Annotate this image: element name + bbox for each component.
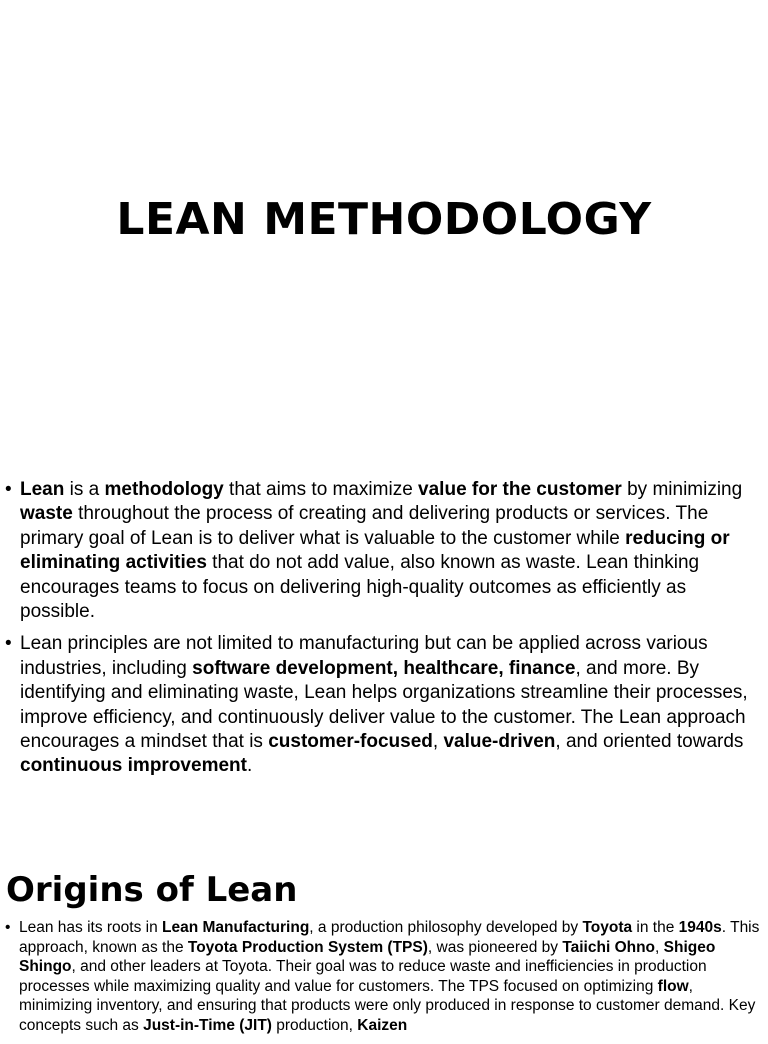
body-text: by minimizing: [621, 479, 743, 500]
bold-text: Kaizen: [357, 1016, 408, 1034]
bold-text: reducing or eliminating activities: [20, 527, 730, 574]
bold-text: customer-focused: [268, 731, 433, 753]
intro-bullet-list: [4, 478, 764, 787]
bold-text: Just-in-Time (JIT): [143, 1016, 272, 1034]
body-text: Lean principles are not limited to manufacturing but can be applied across various industries, including: [20, 633, 708, 679]
body-text: ,: [432, 731, 444, 753]
origins-heading: Origins of Lean: [6, 870, 298, 910]
bold-text: Toyota: [582, 919, 633, 936]
body-text: Lean has its roots in: [19, 919, 163, 936]
body-text: , and other leaders at Toyota. Their goal was to reduce waste and inefficiencies in production processes while maximizing quality and value for customers. The TPS focused on optimizing: [19, 958, 707, 995]
bold-text: waste: [20, 503, 73, 525]
body-text: , was pioneered by: [427, 938, 563, 956]
bold-text: value for the customer: [418, 479, 622, 500]
bold-text: Shigeo Shingo: [19, 938, 716, 976]
body-text: in the: [632, 919, 679, 936]
bold-text: Toyota Production System (TPS): [187, 938, 428, 956]
body-text: is a: [64, 479, 105, 500]
body-text: . This approach, known as the: [19, 919, 760, 956]
intro-bullet: [4, 478, 764, 624]
body-text: ,: [655, 938, 664, 956]
slide-title: LEAN METHODOLOGY: [116, 194, 652, 246]
bold-text: Taiichi Ohno: [562, 938, 656, 956]
body-text: , and more. By identifying and eliminating waste, Lean helps organizations streamline their processes, improve efficiency, and continuously deliver value to the customer. The Lean approach encourages a mindset that is: [20, 657, 748, 753]
bold-text: continuous improvement: [20, 755, 247, 777]
body-text: , a production philosophy developed by: [309, 919, 583, 936]
bold-text: value-driven: [443, 731, 556, 753]
body-text: , and oriented towards: [555, 731, 744, 753]
body-text: .: [246, 755, 253, 777]
bold-text: methodology: [104, 479, 224, 500]
body-text: production,: [271, 1016, 358, 1034]
origins-bullet: [4, 918, 760, 1036]
bold-text: 1940s: [678, 919, 722, 936]
intro-bullet: [4, 632, 764, 778]
body-text: throughout the process of creating and delivering products or services. The primary goal of Lean is to deliver what is valuable to the customer while: [20, 503, 709, 549]
bold-text: software development, healthcare, finance: [192, 657, 576, 679]
bold-text: Lean: [20, 479, 65, 500]
origins-bullet-list: [4, 918, 760, 1044]
bold-text: flow: [657, 977, 689, 995]
body-text: that do not add value, also known as waste. Lean thinking encourages teams to focus on delivering high-quality outcomes as efficiently as possible.: [20, 552, 700, 623]
body-text: , minimizing inventory, and ensuring that products were only produced in response to customer demand. Key concepts such as: [19, 977, 756, 1034]
body-text: that aims to maximize: [223, 479, 419, 500]
bold-text: Lean Manufacturing: [162, 919, 310, 936]
